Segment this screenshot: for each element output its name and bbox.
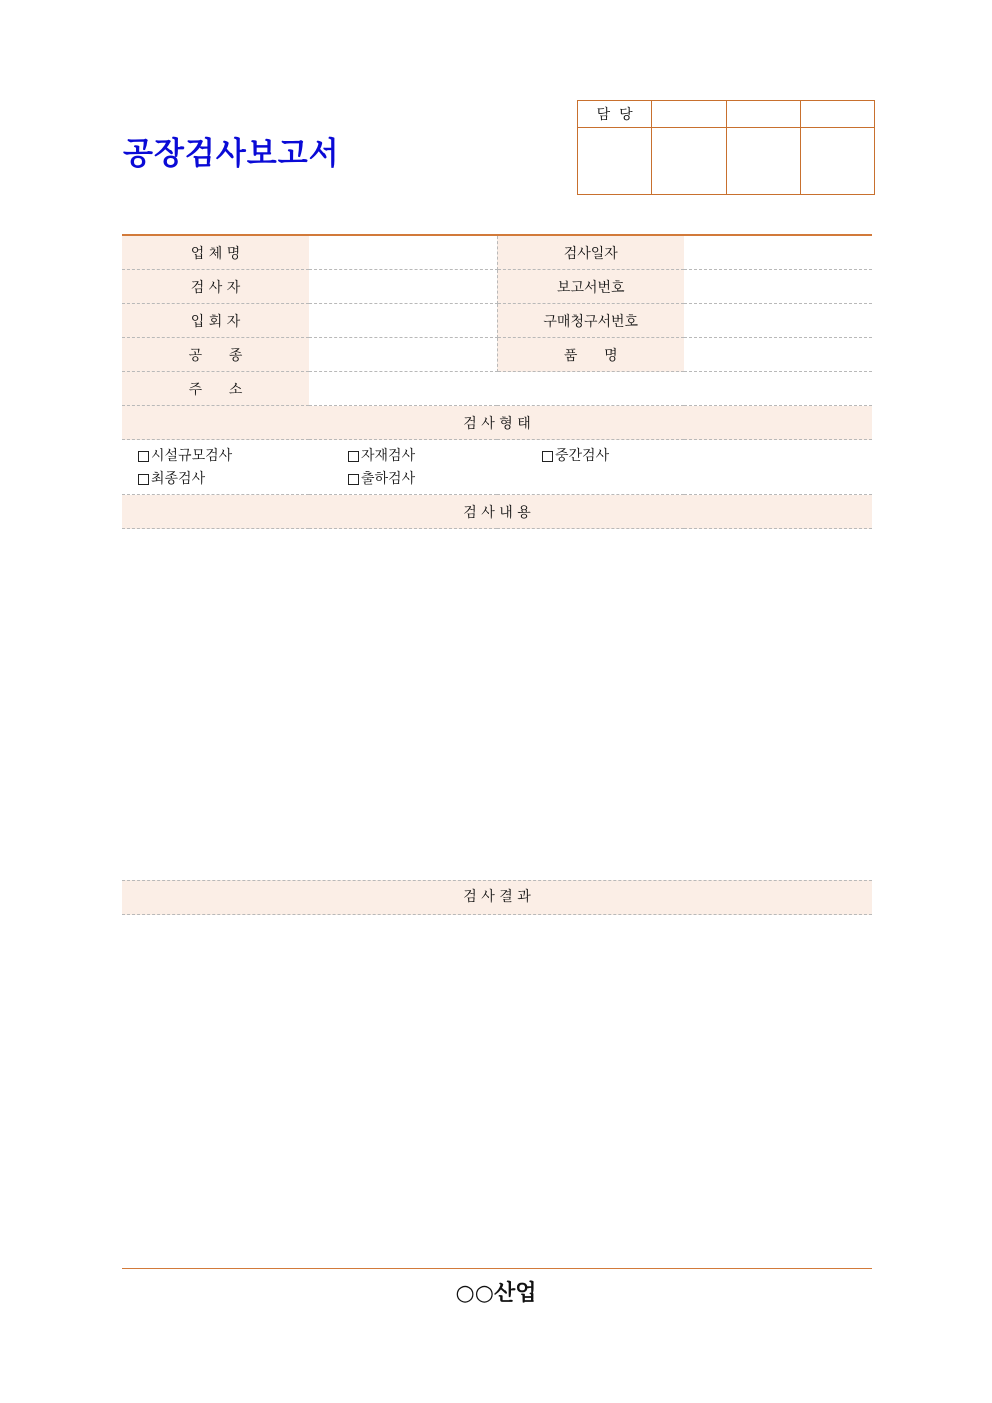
work-type-field[interactable]: [309, 338, 497, 372]
company-label: 업 체 명: [122, 235, 309, 270]
checkbox-label: 시설규모검사: [151, 448, 233, 464]
inspection-content-area[interactable]: [122, 526, 872, 878]
checkbox-label: 최종검사: [151, 471, 206, 487]
date-label: 검사일자: [497, 235, 684, 270]
checkbox-label: 자재검사: [361, 448, 416, 464]
inspection-type-header: 검 사 형 태: [122, 406, 872, 440]
date-field[interactable]: [684, 235, 872, 270]
inspection-type-options: [122, 440, 872, 495]
inspector-label: 검 사 자: [122, 270, 309, 304]
checkbox-label: 중간검사: [555, 448, 610, 464]
company-field[interactable]: [309, 235, 497, 270]
signature-cell[interactable]: [726, 128, 800, 195]
item-label: 품 명: [497, 338, 684, 372]
checkbox-shipping[interactable]: [348, 469, 542, 489]
witness-label: 입 회 자: [122, 304, 309, 338]
approval-header: 담 당: [578, 101, 652, 128]
signature-cell[interactable]: [800, 128, 874, 195]
checkbox-interim[interactable]: [542, 446, 742, 466]
purchase-no-field[interactable]: [684, 304, 872, 338]
checkbox-facility[interactable]: [138, 446, 348, 466]
checkbox-final[interactable]: [138, 469, 348, 489]
checkbox-icon: [348, 451, 359, 462]
inspection-result-header: 검 사 결 과: [122, 880, 872, 915]
checkbox-icon: [348, 474, 359, 485]
signature-cell[interactable]: [578, 128, 652, 195]
approval-cell[interactable]: [800, 101, 874, 128]
inspector-field[interactable]: [309, 270, 497, 304]
page-title: 공장검사보고서: [123, 136, 340, 172]
purchase-no-label: 구매청구서번호: [497, 304, 684, 338]
approval-cell[interactable]: [652, 101, 726, 128]
footer-divider: [122, 1268, 872, 1269]
item-field[interactable]: [684, 338, 872, 372]
inspection-form: [122, 234, 872, 529]
inspection-result-area[interactable]: [122, 915, 872, 1265]
inspection-content-header: 검 사 내 용: [122, 495, 872, 529]
address-label: 주 소: [122, 372, 309, 406]
checkbox-icon: [542, 451, 553, 462]
checkbox-icon: [138, 451, 149, 462]
report-no-label: 보고서번호: [497, 270, 684, 304]
approval-box: [577, 100, 875, 195]
witness-field[interactable]: [309, 304, 497, 338]
checkbox-label: 출하검사: [361, 471, 416, 487]
company-name: ○○산업: [455, 1281, 537, 1306]
checkbox-material[interactable]: [348, 446, 542, 466]
address-field[interactable]: [309, 372, 872, 406]
approval-cell[interactable]: [726, 101, 800, 128]
signature-cell[interactable]: [652, 128, 726, 195]
checkbox-icon: [138, 474, 149, 485]
work-type-label: 공 종: [122, 338, 309, 372]
report-no-field[interactable]: [684, 270, 872, 304]
